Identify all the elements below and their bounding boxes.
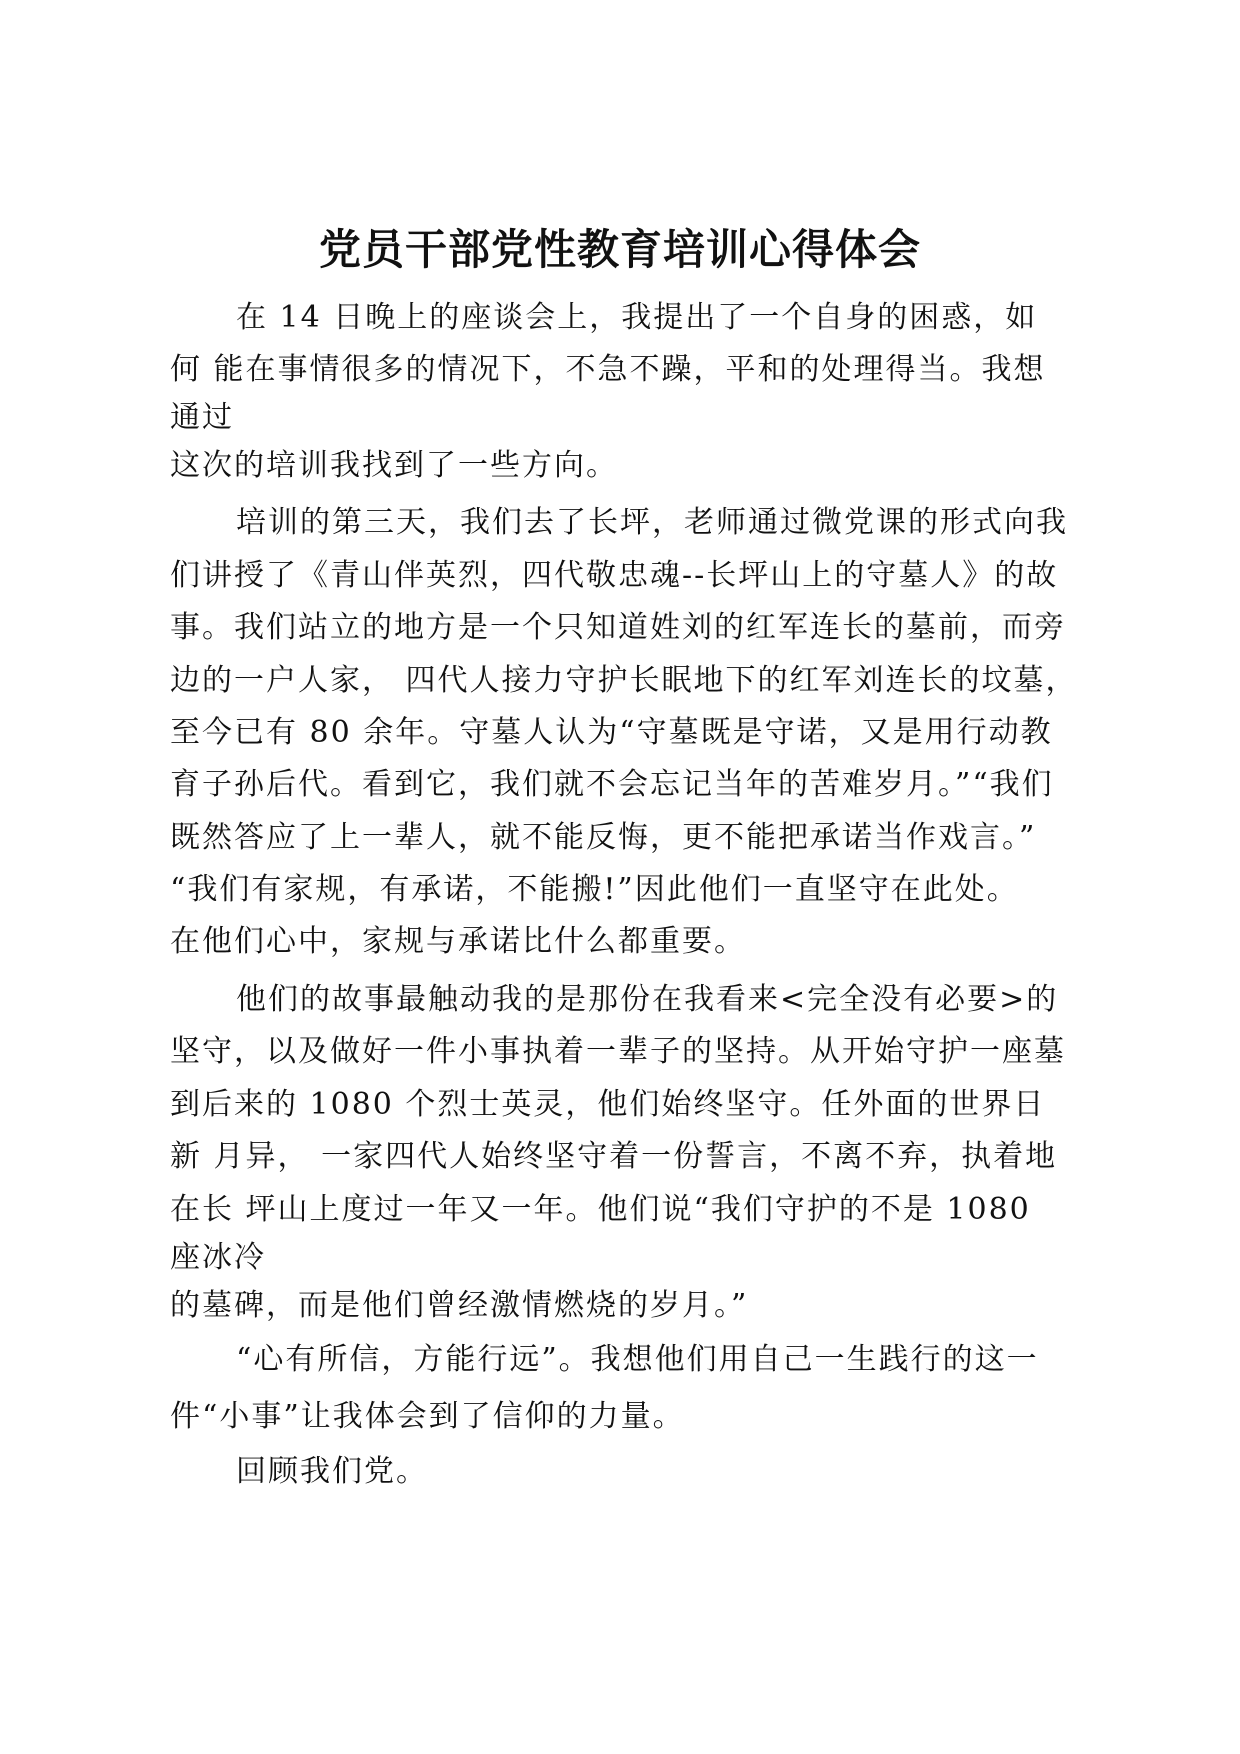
- text-line: 回顾我们党。: [236, 1454, 428, 1489]
- text-line: “我们有家规，有承诺，不能搬!”因此他们一直坚守在此处。: [170, 872, 1019, 907]
- text-line: 在长 坪山上度过一年又一年。他们说“我们守护的不是 1080: [170, 1192, 1031, 1227]
- text-line: 育子孙后代。看到它，我们就不会忘记当年的苦难岁月。”“我们: [170, 767, 1054, 802]
- text-line: 通过: [170, 400, 234, 435]
- text-line: 件“小事”让我体会到了信仰的力量。: [170, 1399, 685, 1434]
- text-line: 何 能在事情很多的情况下，不急不躁，平和的处理得当。我想: [170, 352, 1046, 387]
- text-line: 培训的第三天，我们去了长坪，老师通过微党课的形式向我: [236, 505, 1068, 540]
- text-line: “心有所信，方能行远”。我想他们用自己一生践行的这一: [236, 1342, 1039, 1377]
- text-line: 在 14 日晚上的座谈会上，我提出了一个自身的困惑，如: [236, 300, 1038, 335]
- text-line: 的墓碑，而是他们曾经激情燃烧的岁月。”: [170, 1288, 749, 1323]
- text-line: 座冰冷: [170, 1240, 266, 1275]
- text-line: 这次的培训我找到了一些方向。: [170, 448, 618, 483]
- document-title: 党员干部党性教育培训心得体会: [318, 225, 921, 274]
- text-line: 既然答应了上一辈人，就不能反悔，更不能把承诺当作戏言。”: [170, 820, 1037, 855]
- text-line: 们讲授了《青山伴英烈，四代敬忠魂--长坪山上的守墓人》的故: [170, 558, 1059, 593]
- text-line: 在他们心中，家规与承诺比什么都重要。: [170, 924, 746, 959]
- text-line: 新 月异， 一家四代人始终坚守着一份誓言，不离不弃，执着地: [170, 1139, 1058, 1174]
- text-line: 边的一户人家， 四代人接力守护长眠地下的红军刘连长的坟墓，: [170, 663, 1078, 698]
- text-line: 至今已有 80 余年。守墓人认为“守墓既是守诺，又是用行动教: [170, 715, 1053, 750]
- text-line: 事。我们站立的地方是一个只知道姓刘的红军连长的墓前，而旁: [170, 610, 1066, 645]
- text-line: 坚守，以及做好一件小事执着一辈子的坚持。从开始守护一座墓: [170, 1034, 1066, 1069]
- text-line: 他们的故事最触动我的是那份在我看来<完全没有必要>的: [236, 982, 1059, 1017]
- text-line: 到后来的 1080 个烈士英灵，他们始终坚守。任外面的世界日: [170, 1087, 1046, 1122]
